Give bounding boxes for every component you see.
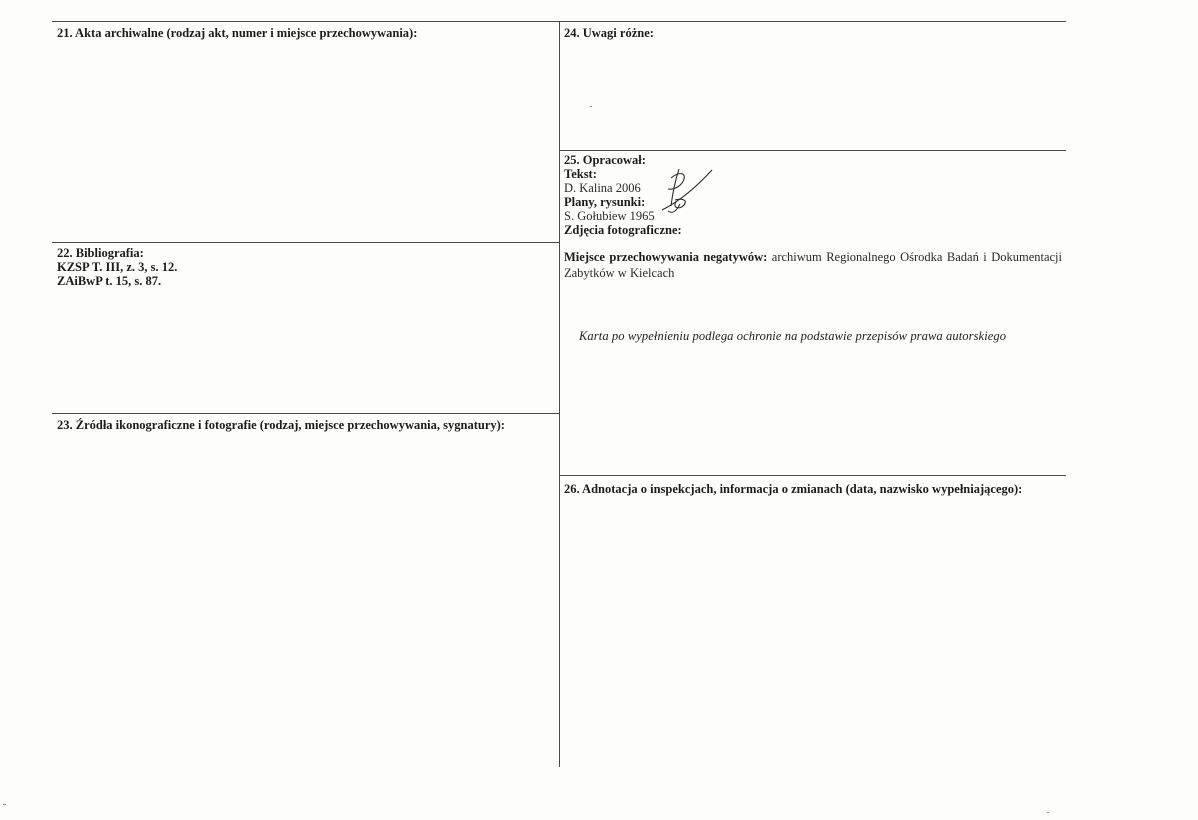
photos-label: Zdjęcia fotograficzne: [564,223,682,237]
divider-21-22 [52,242,559,243]
negatives-paragraph [564,249,1062,281]
section-23-label: 23. Źródła ikonograficzne i fotografie (rodzaj, miejsce przechowywania, sygnatury): [57,418,505,432]
section-21-label: 21. Akta archiwalne (rodzaj akt, numer i miejsce przechowywania): [57,26,418,40]
copyright-notice: Karta po wypełnieniu podlega ochronie na podstawie przepisów prawa autorskiego [579,329,1007,343]
section-25-label: 25. Opracował: [564,153,646,167]
negatives-value: archiwum Regionalnego Ośrodka Badań i Dokumentacji Zabytków w Kielcach [564,250,1063,280]
divider-25-26 [559,475,1066,476]
bibliography-entry: KZSP T. III, z. 3, s. 12. [57,260,178,274]
plans-value: S. Gołubiew 1965 [564,209,655,223]
section-26-label: 26. Adnotacja o inspekcjach, informacja o zmianach (data, nazwisko wypełniającego): [564,482,1023,496]
divider-22-23 [52,413,559,414]
divider-24-25 [559,150,1066,151]
column-divider [559,21,560,767]
signature-mark [652,164,716,216]
section-25 [564,153,1062,281]
scan-speck [590,106,592,107]
section-24-label: 24. Uwagi różne: [564,26,654,40]
text-author-label: Tekst: [564,167,597,181]
plans-label: Plany, rysunki: [564,195,646,209]
scan-speck [1047,812,1049,813]
bibliography-entry: ZAiBwP t. 15, s. 87. [57,274,162,288]
section-22-label: 22. Bibliografia: [57,246,144,260]
negatives-label: Miejsce przechowywania negatywów: [564,250,768,264]
section-22 [57,246,177,288]
text-author-value: D. Kalina 2006 [564,181,641,195]
scan-speck [3,804,6,805]
